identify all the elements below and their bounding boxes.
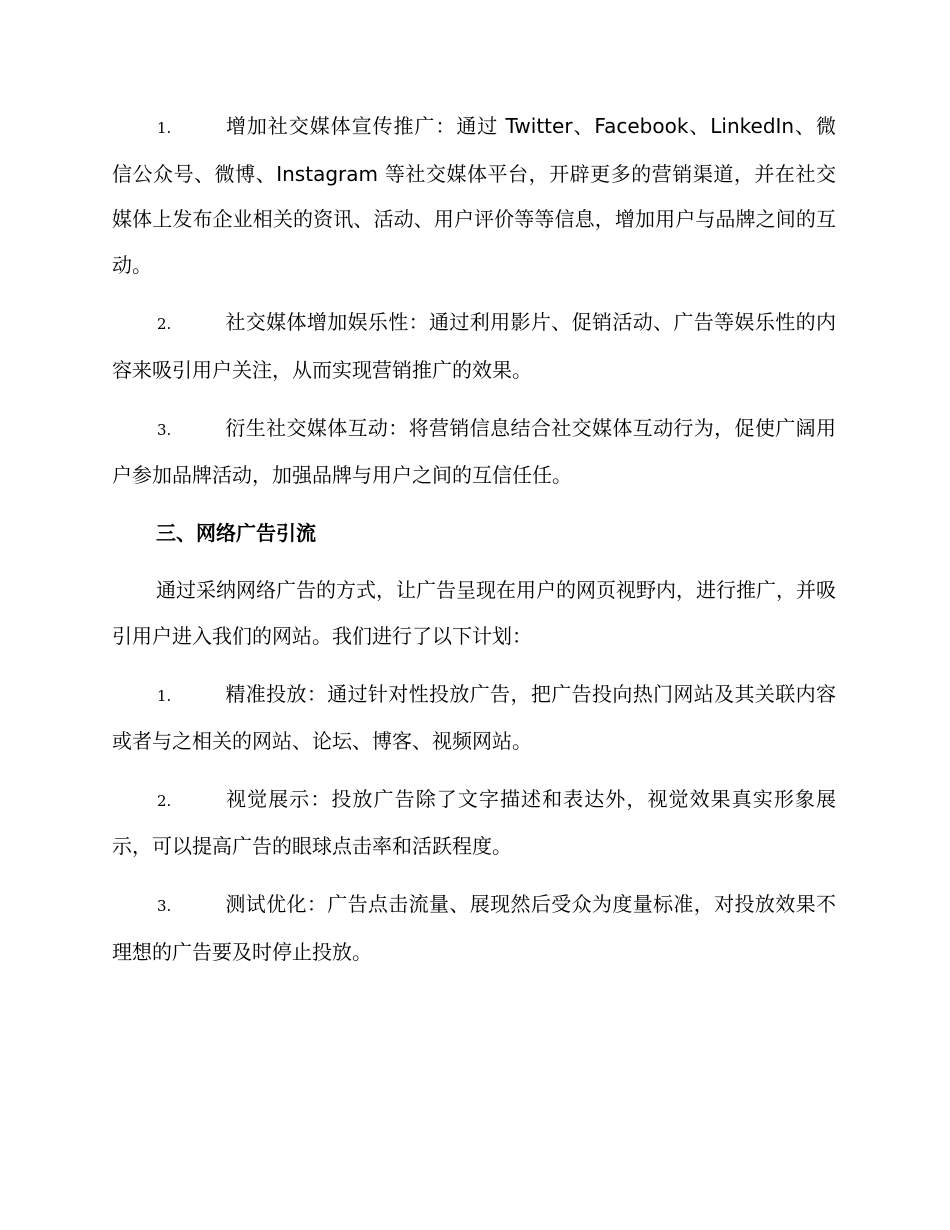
list-item [112,882,836,975]
list-item-text: 测试优化：广告点击流量、展现然后受众为度量标准，对投放效果不理想的广告要及时停止投放。 [112,891,836,964]
list-number: 1. [157,119,172,137]
list-item [112,104,836,288]
list-item-text: 增加社交媒体宣传推广：通过 Twitter、Facebook、LinkedIn、微信公众号、微博、Instagram 等社交媒体平台，开辟更多的营销渠道，并在社交媒体上发布企业相关的资讯、活动、用户评价等等信息，增加用户与品牌之间的互动。 [112,114,836,277]
list-item-text: 衍生社交媒体互动：将营销信息结合社交媒体互动行为，促使广阔用户参加品牌活动，加强品牌与用户之间的互信任任。 [112,415,836,488]
list-number: 2. [157,791,172,810]
section-intro-paragraph: 通过采纳网络广告的方式，让广告呈现在用户的网页视野内，进行推广，并吸引用户进入我们的网站。我们进行了以下计划： [112,578,836,648]
document-content [112,104,836,987]
list-number: 3. [157,420,172,439]
list-item-text: 社交媒体增加娱乐性：通过利用影片、促销活动、广告等娱乐性的内容来吸引用户关注，从而实现营销推广的效果。 [112,310,836,382]
list-item-text: 视觉展示：投放广告除了文字描述和表达外，视觉效果真实形象展示，可以提高广告的眼球点击率和活跃程度。 [112,786,836,859]
section-heading: 三、网络广告引流 [156,520,316,545]
list-number: 3. [157,896,172,915]
list-item-text: 精准投放：通过针对性投放广告，把广告投向热门网站及其关联内容或者与之相关的网站、论坛、博客、视频网站。 [112,681,836,754]
list-item [112,406,836,499]
list-item [112,777,836,870]
list-item [112,300,836,393]
list-number: 1. [157,686,172,705]
list-number: 2. [157,315,172,334]
list-item [112,672,836,765]
